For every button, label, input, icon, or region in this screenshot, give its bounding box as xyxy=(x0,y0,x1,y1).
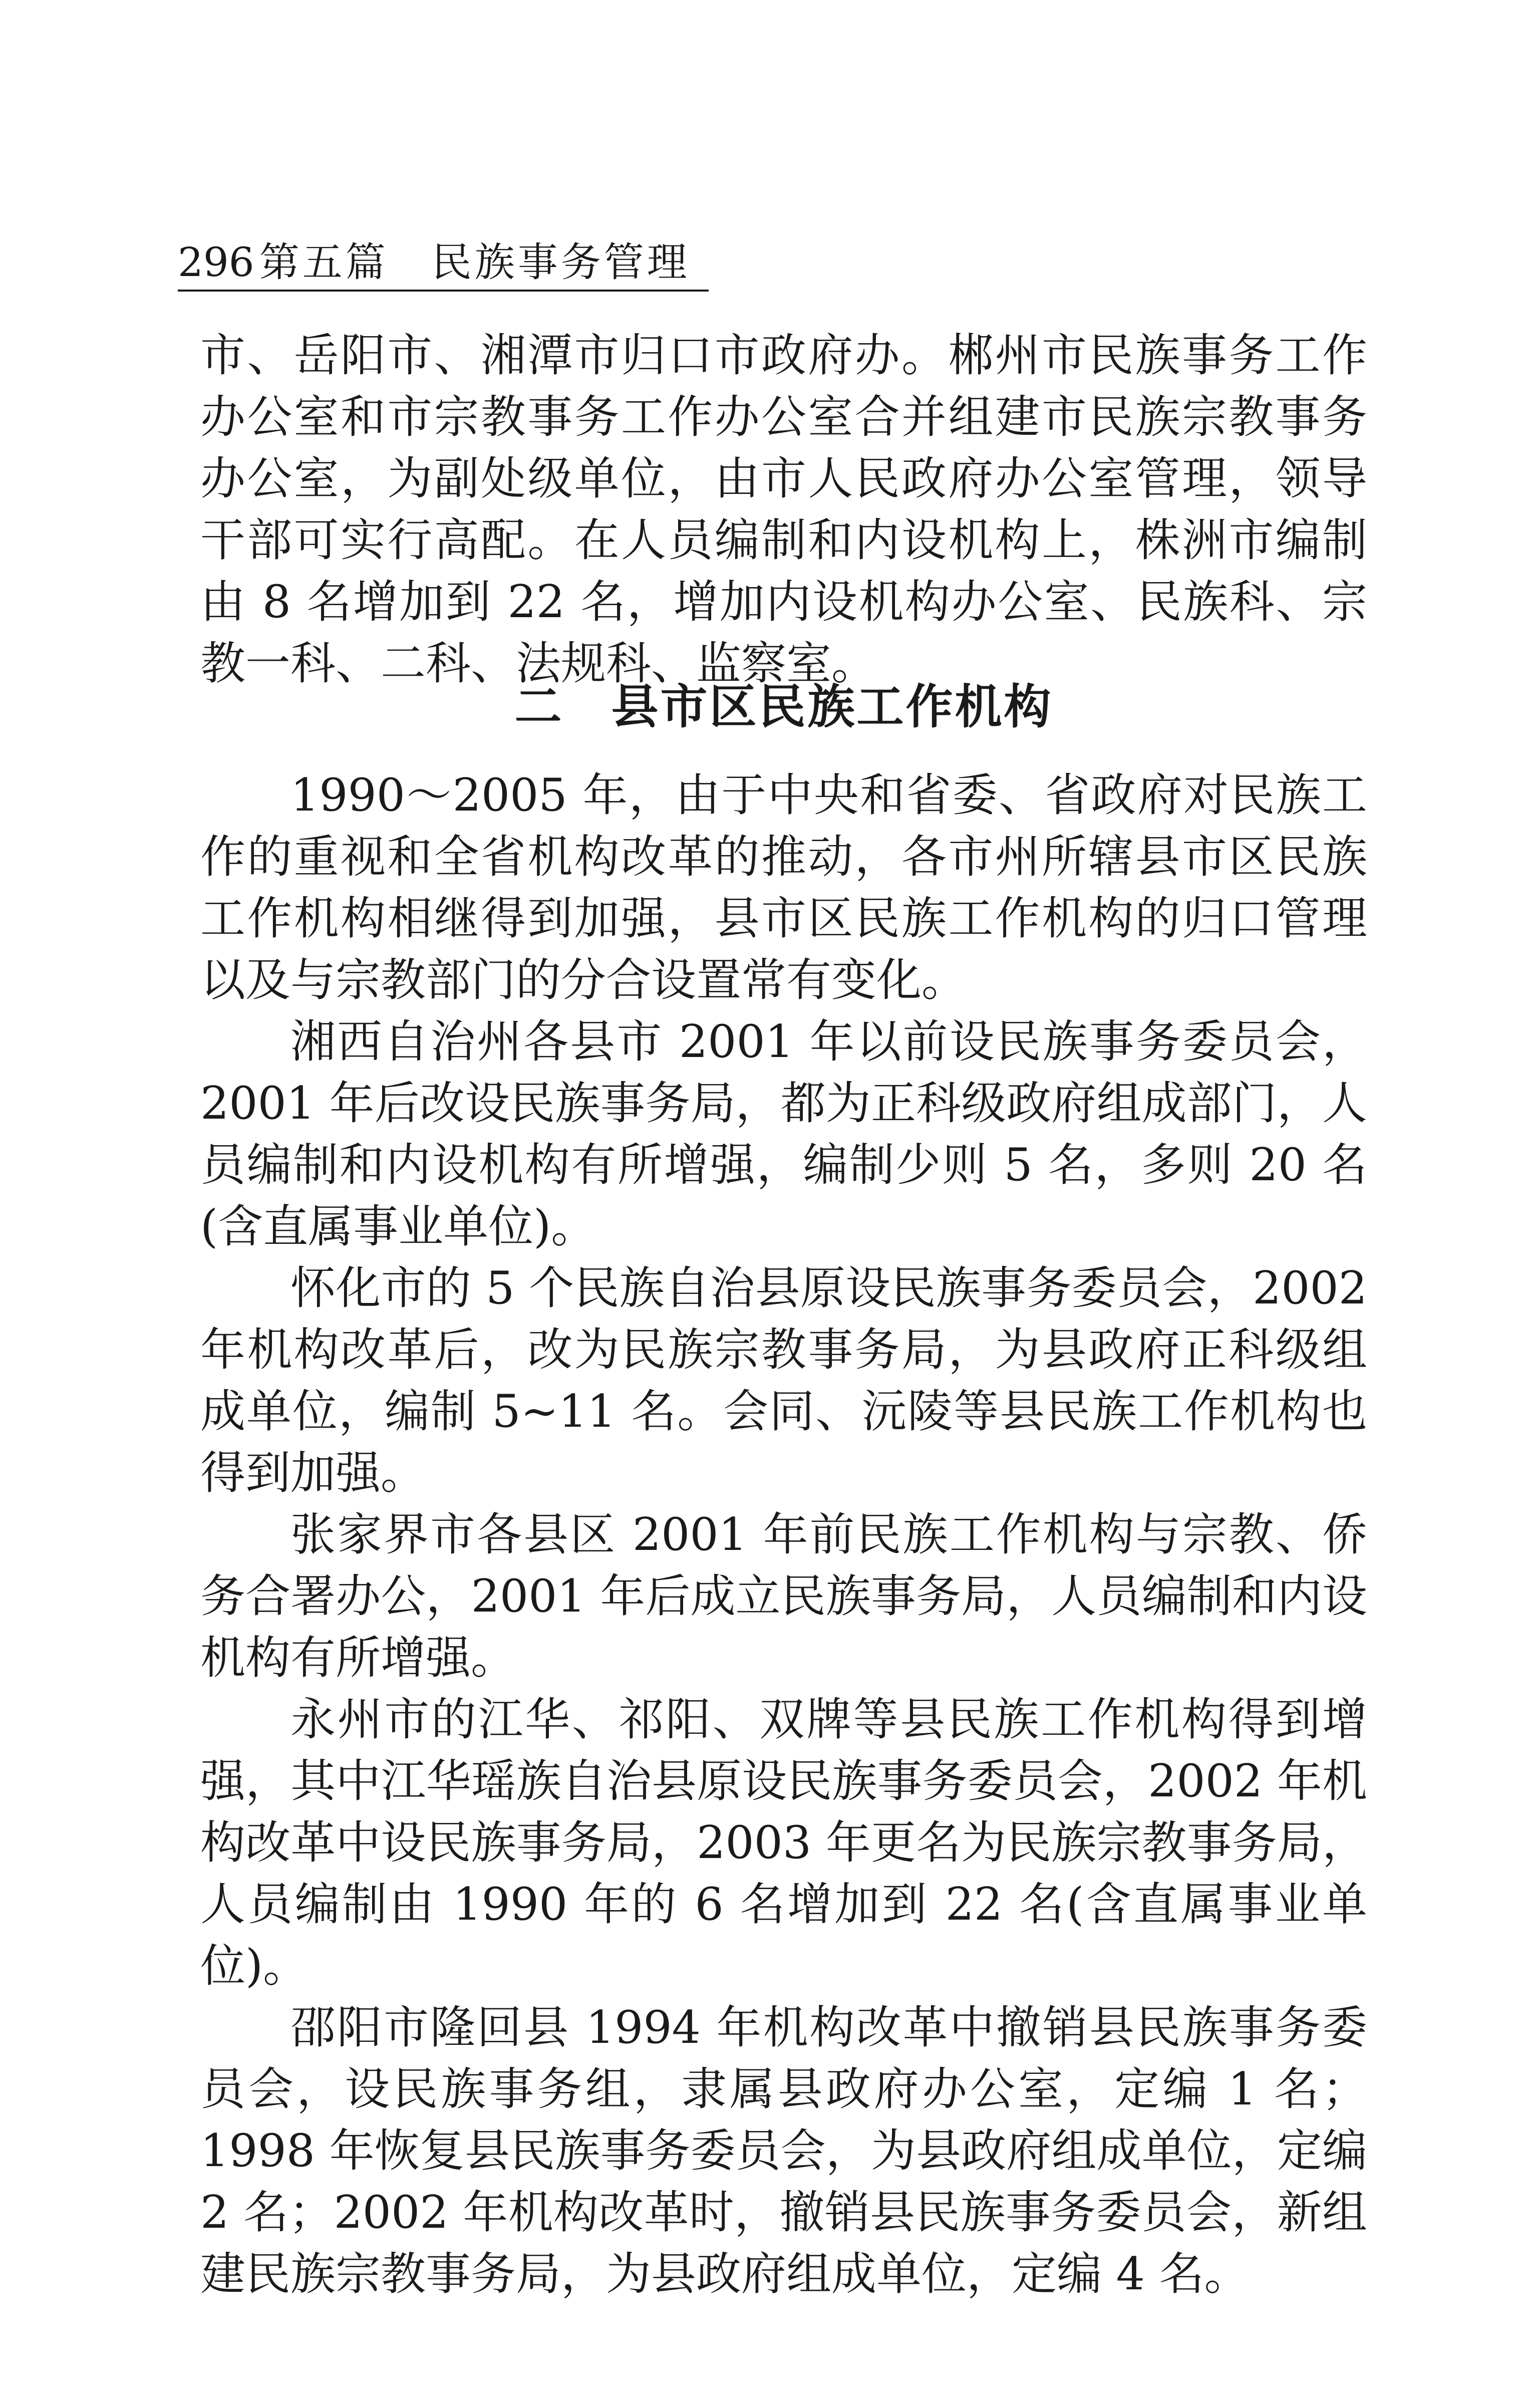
paragraph-huaihua: 怀化市的 5 个民族自治县原设民族事务委员会，2002 年机构改革后，改为民族宗教事务局，为县政府正科级组成单位，编制 5~11 名。会同、沅陵等县民族工作机构也得到加强。 xyxy=(200,1262,1367,1499)
continued-paragraph-block xyxy=(200,325,1367,694)
paragraph-xiangxi: 湘西自治州各县市 2001 年以前设民族事务委员会，2001 年后改设民族事务局，都为正科级政府组成部门，人员编制和内设机构有所增强，编制少则 5 名，多则 20 名(含直属事业单位)。 xyxy=(200,1015,1367,1253)
section-body xyxy=(200,764,1367,2305)
section-number: 二 xyxy=(514,680,564,734)
page-number: 296 xyxy=(178,239,254,286)
paragraph-zhangjiajie: 张家界市各县区 2001 年前民族工作机构与宗教、侨务合署办公，2001 年后成立民族事务局，人员编制和内设机构有所增强。 xyxy=(200,1508,1367,1684)
section-heading xyxy=(200,677,1367,737)
running-head xyxy=(178,235,709,292)
paragraph-yongzhou: 永州市的江华、祁阳、双牌等县民族工作机构得到增强，其中江华瑶族自治县原设民族事务委员会，2002 年机构改革中设民族事务局，2003 年更名为民族宗教事务局，人员编制由 1990 年的 6 名增加到 22 名(含直属事业单位)。 xyxy=(200,1693,1367,1992)
paragraph-overview: 1990～2005 年，由于中央和省委、省政府对民族工作的重视和全省机构改革的推动，各市州所辖县市区民族工作机构相继得到加强，县市区民族工作机构的归口管理以及与宗教部门的分合设置常有变化。 xyxy=(200,769,1367,1006)
paragraph-continued: 市、岳阳市、湘潭市归口市政府办。郴州市民族事务工作办公室和市宗教事务工作办公室合并组建市民族宗教事务办公室，为副处级单位，由市人民政府办公室管理，领导干部可实行高配。在人员编制和内设机构上，株洲市编制由 8 名增加到 22 名，增加内设机构办公室、民族科、宗教一科、二科、法规科、监察室。 xyxy=(200,329,1367,690)
section-title: 县市区民族工作机构 xyxy=(611,680,1053,734)
paragraph-shaoyang: 邵阳市隆回县 1994 年机构改革中撤销县民族事务委员会，设民族事务组，隶属县政府办公室，定编 1 名；1998 年恢复县民族事务委员会，为县政府组成单位，定编 2 名；2002 年机构改革时，撤销县民族事务委员会，新组建民族宗教事务局，为县政府组成单位，定编 4 名。 xyxy=(200,2001,1367,2300)
running-title: 第五篇 民族事务管理 xyxy=(259,239,690,286)
